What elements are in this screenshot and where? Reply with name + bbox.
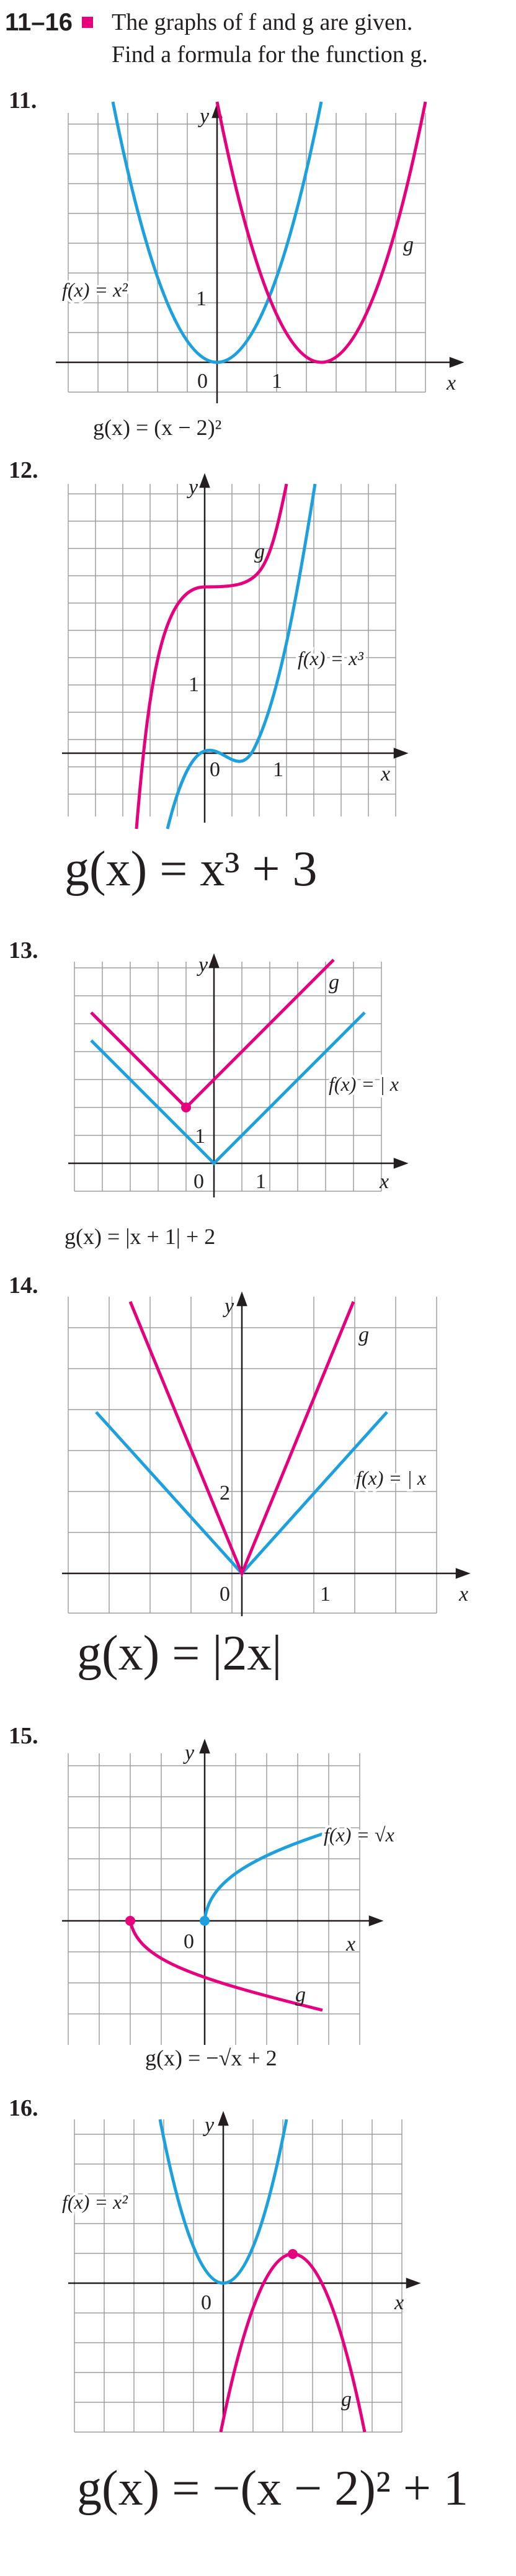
answer-11: g(x) = (x − 2)² bbox=[93, 415, 222, 440]
problem-11-number: 11. bbox=[9, 87, 37, 114]
y-axis-label: y bbox=[205, 2114, 215, 2137]
y-axis-label: y bbox=[200, 105, 210, 128]
answer-16: g(x) = −(x − 2)² + 1 bbox=[77, 2461, 469, 2516]
problem-14-number: 14. bbox=[9, 1272, 38, 1299]
g-vertex-dot bbox=[181, 1102, 191, 1112]
f-label: f(x) = x³ bbox=[298, 647, 363, 669]
f-curve bbox=[91, 1013, 365, 1163]
x-axis-label: x bbox=[346, 1933, 356, 1956]
problem-range: 11–16 bbox=[5, 9, 73, 36]
graph-12 bbox=[0, 457, 516, 829]
x-tick-label: 1 bbox=[273, 758, 283, 781]
answer-13: g(x) = |x + 1| + 2 bbox=[64, 1224, 216, 1249]
bullet-square bbox=[82, 17, 93, 28]
graph-13 bbox=[0, 937, 516, 1247]
g-label: g bbox=[295, 1983, 306, 2006]
origin-label: 0 bbox=[194, 1170, 204, 1193]
g-curve bbox=[217, 102, 425, 362]
g-label: g bbox=[403, 233, 414, 256]
origin-label: 0 bbox=[220, 1583, 230, 1606]
y-axis-label: y bbox=[198, 954, 208, 977]
x-axis-label: x bbox=[394, 2291, 404, 2314]
y-axis-label: y bbox=[189, 476, 198, 499]
x-tick-label: 1 bbox=[272, 370, 282, 393]
graph-11 bbox=[0, 87, 516, 434]
x-axis-label: x bbox=[459, 1583, 469, 1606]
y-tick-label: 1 bbox=[189, 673, 199, 696]
g-label: g bbox=[358, 1323, 369, 1346]
instruction-line-1: The graphs of f and g are given. bbox=[112, 9, 413, 35]
graph-14 bbox=[0, 1272, 516, 1619]
g-label: g bbox=[254, 540, 265, 563]
grid bbox=[68, 1297, 437, 1613]
origin-label: 0 bbox=[184, 1930, 194, 1953]
origin-label: 0 bbox=[197, 370, 208, 393]
f-label: f(x) = | x bbox=[329, 1073, 399, 1095]
f-start-dot bbox=[200, 1916, 210, 1926]
y-tick-label: 1 bbox=[196, 287, 207, 310]
problem-15-number: 15. bbox=[9, 1723, 38, 1749]
y-axis-label: y bbox=[225, 1295, 234, 1318]
y-axis-label: y bbox=[185, 1742, 195, 1764]
x-axis-label: x bbox=[380, 1170, 389, 1193]
x-tick-label: 1 bbox=[256, 1170, 266, 1193]
problem-13-number: 13. bbox=[9, 937, 38, 964]
f-label: f(x) = √x bbox=[324, 1823, 394, 1846]
answer-14: g(x) = |2x| bbox=[77, 1626, 282, 1681]
f-curve bbox=[205, 1834, 322, 1921]
axes bbox=[62, 1294, 468, 1616]
y-tick-label: 2 bbox=[220, 1482, 230, 1505]
grid bbox=[68, 113, 425, 392]
x-tick-label: 1 bbox=[320, 1583, 331, 1606]
problem-16-number: 16. bbox=[9, 2095, 38, 2121]
f-label: f(x) = x² bbox=[62, 279, 128, 301]
g-label: g bbox=[341, 2388, 352, 2411]
grid bbox=[68, 1753, 360, 2045]
f-label: f(x) = x² bbox=[62, 2191, 128, 2213]
graph-15 bbox=[0, 1722, 516, 2045]
g-vertex-dot bbox=[288, 2249, 298, 2259]
x-axis-label: x bbox=[381, 763, 391, 785]
origin-label: 0 bbox=[210, 758, 220, 781]
problem-12-number: 12. bbox=[9, 457, 38, 483]
graph-16 bbox=[0, 2095, 516, 2442]
f-curve bbox=[167, 484, 315, 829]
g-curve bbox=[130, 1921, 322, 2010]
axes bbox=[62, 1741, 381, 2045]
g-label: g bbox=[329, 971, 339, 994]
axes bbox=[56, 105, 462, 403]
g-start-dot bbox=[125, 1916, 135, 1926]
f-label: f(x) = | x bbox=[356, 1467, 426, 1489]
x-axis-label: x bbox=[447, 372, 456, 395]
answer-15: g(x) = −√x + 2 bbox=[145, 2046, 277, 2070]
origin-label: 0 bbox=[201, 2291, 211, 2314]
y-tick-label: 1 bbox=[195, 1125, 205, 1148]
instruction-line-2: Find a formula for the function g. bbox=[112, 42, 428, 68]
answer-12: g(x) = x³ + 3 bbox=[64, 842, 318, 897]
